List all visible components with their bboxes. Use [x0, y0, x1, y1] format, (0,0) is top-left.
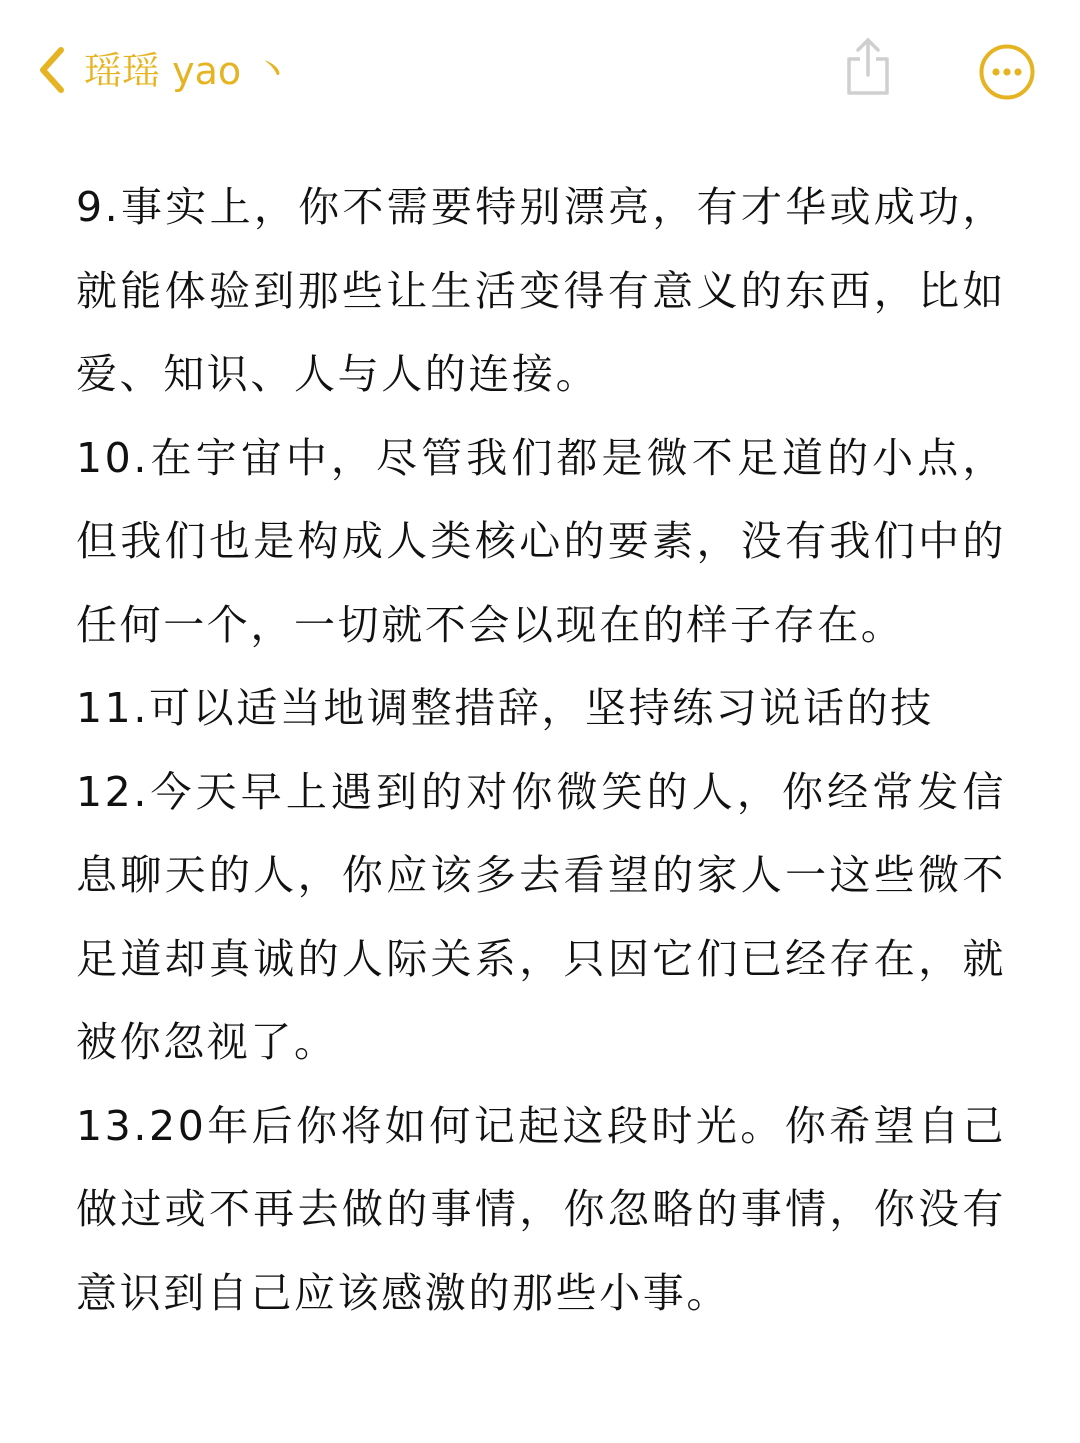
- share-button[interactable]: [838, 34, 898, 100]
- chevron-left-icon: [34, 45, 70, 95]
- note-paragraph-12: 12.今天早上遇到的对你微笑的人，你经常发信息聊天的人，你应该多去看望的家人一这些微不足道却真诚的人际关系，只因它们已经存在，就被你忽视了。: [76, 767, 1006, 1066]
- more-icon: [978, 43, 1036, 101]
- share-icon: [841, 35, 895, 99]
- note-paragraph-10: 10.在宇宙中，尽管我们都是微不足道的小点，但我们也是构成人类核心的要素，没有我们中的任何一个，一切就不会以现在的样子存在。: [76, 433, 1006, 649]
- back-button[interactable]: [28, 42, 76, 98]
- note-paragraph-9: 9.事实上，你不需要特别漂亮，有才华或成功，就能体验到那些让生活变得有意义的东西，比如爱、知识、人与人的连接。: [76, 183, 1006, 398]
- note-paragraph-11: 11.可以适当地调整措辞，坚持练习说话的技: [76, 684, 934, 732]
- back-label[interactable]: 瑶瑶 yao 丶: [84, 49, 292, 93]
- more-button[interactable]: [977, 42, 1037, 102]
- note-paragraph-13: 13.20年后你将如何记起这段时光。你希望自己做过或不再去做的事情，你忽略的事情，你没有意识到自己应该感激的那些小事。: [76, 1101, 1006, 1317]
- note-body: [76, 166, 1006, 1335]
- navigation-bar: [0, 0, 1080, 140]
